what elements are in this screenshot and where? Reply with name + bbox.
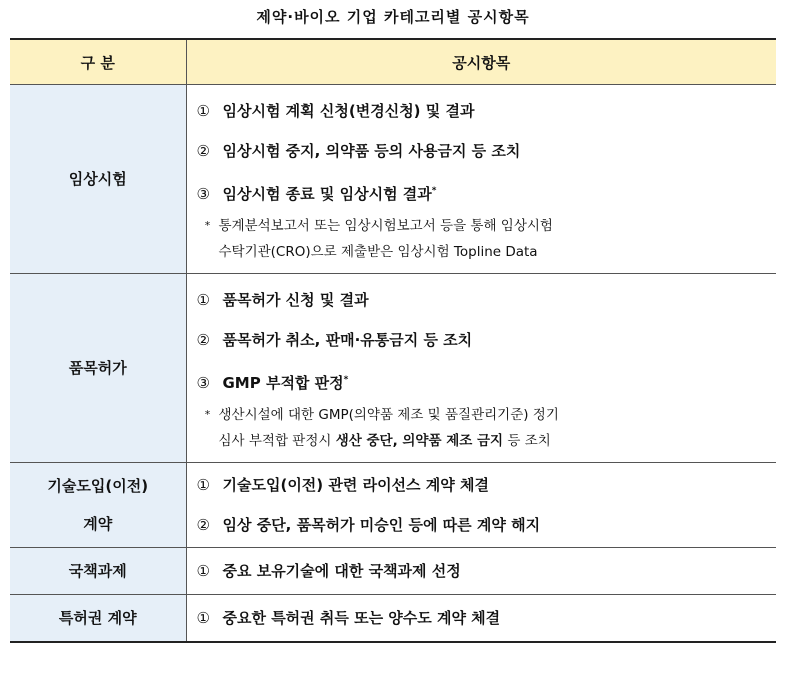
- category-cell: [10, 548, 186, 595]
- list-item: [197, 280, 777, 320]
- item-number: ①: [196, 476, 210, 494]
- footnote-star: *: [204, 219, 211, 232]
- item-number: ①: [196, 609, 210, 627]
- item-text: 중요 보유기술에 대한 국책과제 선정: [222, 562, 461, 580]
- category-label: 기술도입(이전): [47, 477, 149, 495]
- item-text: 임상시험 중지, 의약품 등의 사용금지 등 조치: [222, 142, 521, 160]
- item-number: ①: [196, 102, 210, 120]
- item-number: ③: [196, 185, 210, 203]
- footnote: [197, 213, 777, 265]
- category-cell: [10, 463, 186, 548]
- category-label: 임상시험: [68, 170, 127, 188]
- list-item: [197, 320, 777, 360]
- category-cell: [10, 274, 186, 463]
- footnote-line: 심사 부적합 판정시: [218, 433, 336, 449]
- item-text: 임상 중단, 품목허가 미승인 등에 따른 계약 해지: [222, 516, 541, 534]
- item-text: 임상시험 종료 및 임상시험 결과: [222, 185, 432, 203]
- footnote-emphasis: 생산 중단, 의약품 제조 금지: [335, 433, 504, 449]
- footnote-line: 수탁기관(CRO)으로 제출받은 임상시험 Topline Data: [218, 244, 538, 260]
- footnote-marker: *: [431, 186, 437, 196]
- table-row: [10, 595, 776, 643]
- table-row: [10, 274, 776, 463]
- list-item: [197, 91, 777, 131]
- footnote-marker: *: [343, 375, 349, 385]
- table-row: [10, 463, 776, 548]
- item-text: 기술도입(이전) 관련 라이선스 계약 체결: [222, 476, 489, 494]
- item-number: ②: [196, 142, 210, 160]
- items-cell: [186, 595, 776, 643]
- list-item: [197, 505, 777, 545]
- list-item: [197, 171, 777, 211]
- items-cell: [186, 274, 776, 463]
- item-text: 품목허가 취소, 판매·유통금지 등 조치: [222, 331, 473, 349]
- footnote-line: 생산시설에 대한 GMP(의약품 제조 및 품질관리기준) 정기: [218, 407, 559, 423]
- footnote-line: 통계분석보고서 또는 임상시험보고서 등을 통해 임상시험: [218, 218, 553, 234]
- item-number: ①: [196, 291, 210, 309]
- category-cell: [10, 595, 186, 643]
- item-number: ②: [196, 516, 210, 534]
- category-cell: [10, 85, 186, 274]
- table-header-row: [10, 39, 776, 85]
- disclosure-table: [10, 38, 776, 643]
- footnote-line: 등 조치: [503, 433, 551, 449]
- table-row: [10, 85, 776, 274]
- item-text: 임상시험 계획 신청(변경신청) 및 결과: [222, 102, 475, 120]
- category-label: 계약: [83, 515, 113, 533]
- items-cell: [186, 85, 776, 274]
- list-item: [197, 360, 777, 400]
- list-item: [197, 465, 777, 505]
- items-cell: [186, 463, 776, 548]
- page-title: 제약·바이오 기업 카테고리별 공시항목: [256, 8, 530, 26]
- item-text: 중요한 특허권 취득 또는 양수도 계약 체결: [222, 609, 501, 627]
- item-text: GMP 부적합 판정: [222, 374, 344, 392]
- list-item: [197, 548, 777, 594]
- item-number: ①: [196, 562, 210, 580]
- category-label: 품목허가: [68, 359, 127, 377]
- item-number: ②: [196, 331, 210, 349]
- footnote-star: *: [204, 408, 211, 421]
- table-row: [10, 548, 776, 595]
- item-text: 품목허가 신청 및 결과: [222, 291, 369, 309]
- category-label: 국책과제: [68, 562, 127, 580]
- item-number: ③: [196, 374, 210, 392]
- header-items: 공시항목: [186, 39, 776, 85]
- category-label: 특허권 계약: [58, 609, 137, 627]
- list-item: [197, 131, 777, 171]
- items-cell: [186, 548, 776, 595]
- footnote: [197, 402, 777, 454]
- header-category: 구 분: [10, 39, 186, 85]
- list-item: [197, 595, 777, 641]
